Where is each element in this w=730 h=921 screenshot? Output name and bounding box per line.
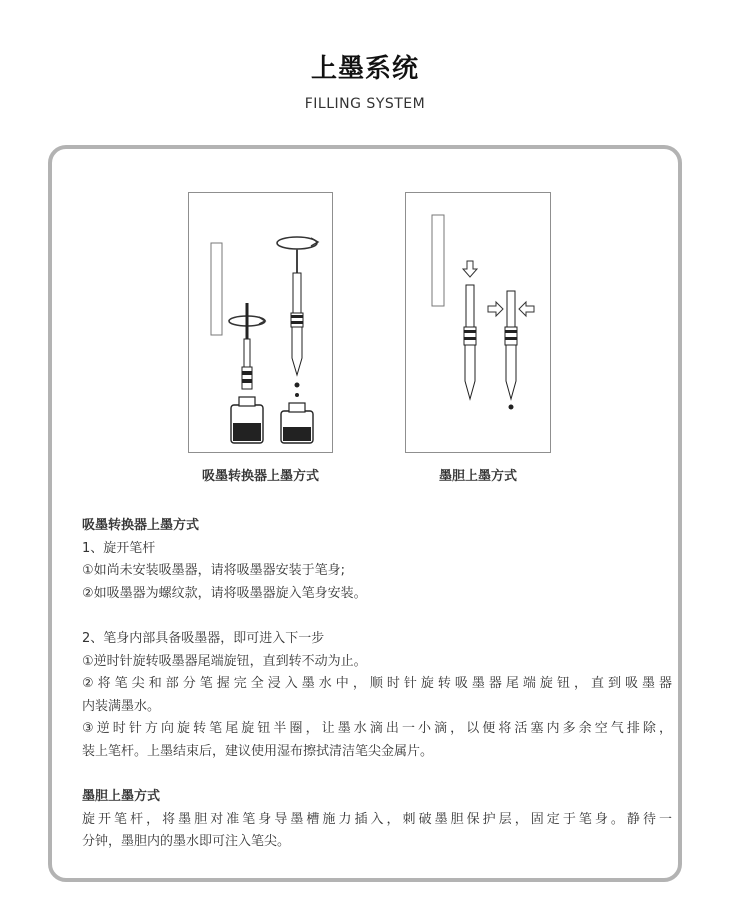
converter-heading: 吸墨转换器上墨方式 bbox=[82, 518, 200, 533]
step1-b: ②如吸墨器为螺纹款，请将吸墨器旋入笔身安装。 bbox=[82, 585, 367, 601]
cartridge-filling-illustration bbox=[405, 192, 551, 453]
step2-c-line2: 装上笔杆。上墨结束后，建议使用湿布擦拭清洁笔尖金属片。 bbox=[82, 743, 434, 759]
step2-b-line1: ②将笔尖和部分笔握完全浸入墨水中，顺时针旋转吸墨器尾端旋钮，直到吸墨器 bbox=[82, 676, 672, 691]
step1-title: 1、旋开笔杆 bbox=[82, 540, 156, 556]
converter-step2 bbox=[82, 628, 672, 763]
cartridge-body-line1: 旋开笔杆，将墨胆对准笔身导墨槽施力插入，刺破墨胆保护层，固定于笔身。静待一 bbox=[82, 811, 672, 827]
cartridge-body-line2: 分钟，墨胆内的墨水即可注入笔尖。 bbox=[82, 834, 291, 849]
step2-a: ①逆时针旋转吸墨器尾端旋钮，直到转不动为止。 bbox=[82, 653, 367, 669]
step2-c-line1: ③逆时针方向旋转笔尾旋钮半圈，让墨水滴出一小滴，以便将活塞内多余空气排除， bbox=[82, 721, 672, 736]
step2-b-line2: 内装满墨水。 bbox=[82, 698, 161, 714]
page-subtitle: FILLING SYSTEM bbox=[304, 96, 426, 112]
content-card bbox=[48, 145, 682, 882]
cartridge-instructions bbox=[82, 786, 672, 854]
step1-a: ①如尚未安装吸墨器，请将吸墨器安装于笔身; bbox=[82, 563, 346, 578]
page-title: 上墨系统 bbox=[310, 54, 419, 84]
cartridge-heading: 墨胆上墨方式 bbox=[82, 789, 161, 804]
converter-filling-illustration bbox=[188, 192, 333, 453]
converter-caption: 吸墨转换器上墨方式 bbox=[201, 469, 319, 484]
converter-instructions bbox=[82, 515, 672, 605]
step2-title: 2、笔身内部具备吸墨器，即可进入下一步 bbox=[82, 631, 325, 646]
cartridge-caption: 墨胆上墨方式 bbox=[438, 469, 517, 484]
